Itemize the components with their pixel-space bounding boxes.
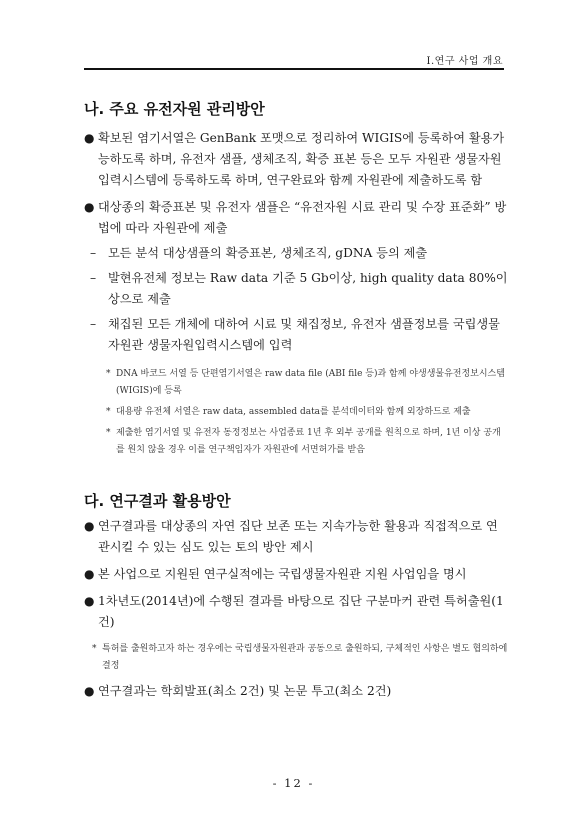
list-item-text: 연구결과는 학회발표(최소 2건) 및 논문 투고(최소 2건) bbox=[98, 684, 392, 698]
dash-mark: – bbox=[90, 246, 97, 260]
list-item bbox=[84, 197, 508, 239]
sub-item-text: 채집된 모든 개체에 대하여 시료 및 채집정보, 유전자 샘플정보를 국립생물자원관 생물자원입력시스템에 입력 bbox=[108, 317, 500, 352]
footnote-text: 대용량 유전체 서열은 raw data, assembled data를 분석데이터와 함께 외장하드로 제출 bbox=[116, 407, 471, 417]
sub-item bbox=[90, 268, 508, 310]
sub-item-text: 모든 분석 대상샘플의 확증표본, 생체조직, gDNA 등의 제출 bbox=[108, 246, 428, 260]
list-item bbox=[84, 681, 508, 702]
sub-item-text: 발현유전체 정보는 Raw data 기준 5 Gb이상, high quality data 80%이상으로 제출 bbox=[108, 271, 508, 306]
footnote-text: 제출한 염기서열 및 유전자 동정정보는 사업종료 1년 후 외부 공개를 원칙으로 하며, 1년 이상 공개를 원치 않을 경우 이를 연구책임자가 자원관에 서면허가를 받음 bbox=[116, 428, 501, 455]
list-item bbox=[84, 591, 508, 633]
section-title-da: 다. 연구결과 활용방안 bbox=[84, 492, 231, 510]
bullet-mark: ● bbox=[84, 519, 95, 533]
list-item-text: 대상종의 확증표본 및 유전자 샘플은 “유전자원 시료 관리 및 수장 표준화” 방법에 따라 자원관에 제출 bbox=[98, 200, 507, 235]
footnote-text: 특허를 출원하고자 하는 경우에는 국립생물자원관과 공동으로 출원하되, 구체적인 사항은 별도 협의하에 결정 bbox=[102, 644, 508, 671]
footnote bbox=[92, 641, 508, 675]
section-title-na: 나. 주요 유전자원 관리방안 bbox=[84, 100, 265, 118]
section-da-body bbox=[84, 516, 508, 702]
sub-item bbox=[90, 314, 508, 356]
asterisk-mark: * bbox=[106, 369, 111, 379]
running-header: Ⅰ.연구 사업 개요 bbox=[426, 56, 503, 67]
footnote bbox=[106, 404, 508, 421]
list-item-text: 본 사업으로 지원된 연구실적에는 국립생물자원관 지원 사업임을 명시 bbox=[98, 567, 467, 581]
page-number: - 12 - bbox=[272, 776, 315, 790]
asterisk-mark: * bbox=[92, 644, 97, 654]
sub-item bbox=[90, 243, 508, 264]
header-rule bbox=[84, 68, 504, 70]
bullet-mark: ● bbox=[84, 594, 95, 608]
list-item-text: 연구결과를 대상종의 자연 집단 보존 또는 지속가능한 활용과 직접적으로 연관시킬 수 있는 심도 있는 토의 방안 제시 bbox=[98, 519, 498, 554]
asterisk-mark: * bbox=[106, 407, 111, 417]
section-na-body bbox=[84, 128, 508, 459]
bullet-mark: ● bbox=[84, 200, 95, 214]
footnote-text: DNA 바코드 서열 등 단편염기서열은 raw data file (ABI file 등)과 함께 야생생물유전정보시스템(WIGIS)에 등록 bbox=[116, 369, 505, 396]
list-item-text: 1차년도(2014년)에 수행된 결과를 바탕으로 집단 구분마커 관련 특허출원(1건) bbox=[98, 594, 504, 629]
list-item bbox=[84, 128, 508, 191]
bullet-mark: ● bbox=[84, 684, 95, 698]
asterisk-mark: * bbox=[106, 428, 111, 438]
bullet-mark: ● bbox=[84, 131, 95, 145]
footnote bbox=[106, 366, 508, 400]
dash-mark: – bbox=[90, 317, 97, 331]
dash-mark: – bbox=[90, 271, 97, 285]
list-item bbox=[84, 516, 508, 558]
list-item-text: 확보된 염기서열은 GenBank 포맷으로 정리하여 WIGIS에 등록하여 활용가능하도록 하며, 유전자 샘플, 생체조직, 확증 표본 등은 모두 자원관 생물자원입력시스템에 등록하도록 하며, 연구완료와 함께 자원관에 제출하도록 함 bbox=[98, 131, 505, 187]
footnote bbox=[106, 425, 508, 459]
list-item bbox=[84, 564, 508, 585]
bullet-mark: ● bbox=[84, 567, 95, 581]
